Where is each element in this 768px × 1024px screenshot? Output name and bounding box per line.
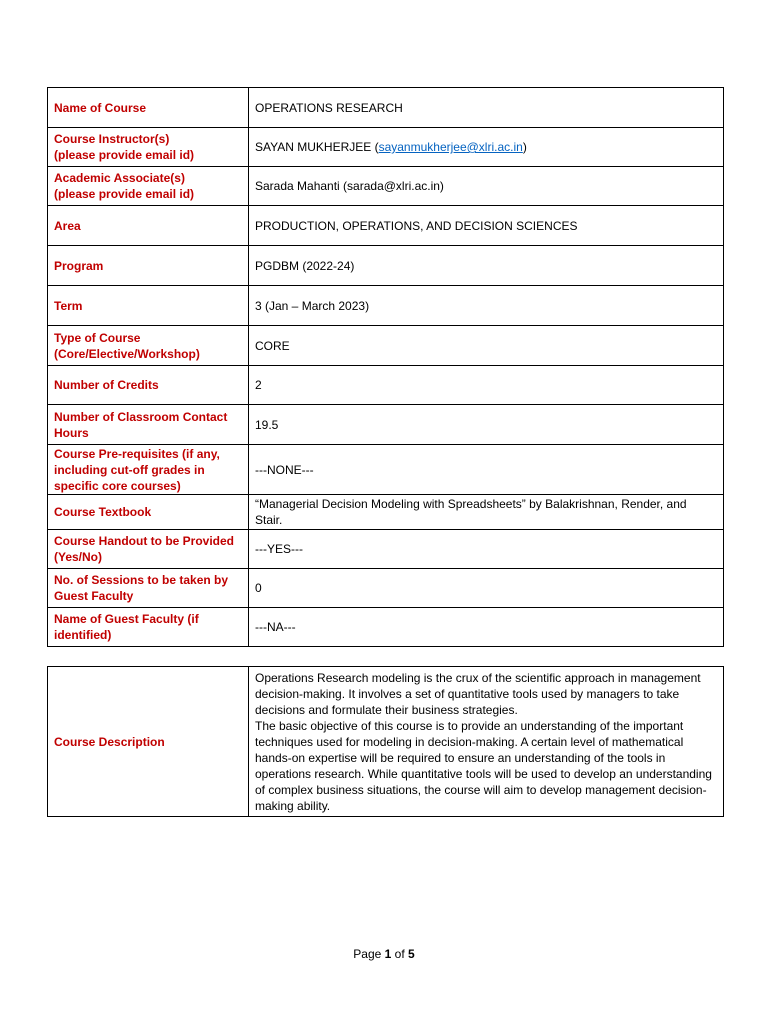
table-row [48,167,724,206]
instructor-email-link[interactable]: sayanmukherjee@xlri.ac.in [378,140,523,154]
row-value: ---YES--- [249,530,724,569]
row-label: Course Pre-requisites (if any, including cut-off grades in specific core courses) [48,445,249,495]
table-row [48,608,724,647]
row-label: Name of Course [48,88,249,128]
course-description-table [47,666,724,817]
type-label-line1: Type of Course [54,330,141,345]
course-info-table [47,87,724,647]
description-label: Course Description [48,667,249,817]
page-word: Page [353,947,382,961]
table-row [48,128,724,167]
description-paragraph-1: Operations Research modeling is the crux of the scientific approach in management decision-making. It involves a set of quantitative tools used by managers to take decisions and formulate their business strategies. [255,670,701,717]
row-value: PGDBM (2022-24) [249,246,724,286]
instructor-label-line1: Course Instructor(s) [54,132,170,146]
description-paragraph-2: The basic objective of this course is to provide an understanding of the important techniques used for modeling in decision-making. A certain level of mathematical hands-on expertise will be required to ensure an understanding of the tools in operations research. While quantitative tools will be used to develop an understanding of complex business situations, the course will aim to develop management decision-making ability. [255,718,712,813]
row-value: ---NONE--- [249,445,724,495]
row-label [48,128,249,167]
aa-label-line2: (please provide email id) [54,187,195,201]
table-row [48,366,724,405]
table-row [48,667,724,817]
row-value: CORE [249,326,724,366]
row-label: Course Handout to be Provided (Yes/No) [48,530,249,569]
row-label: Number of Classroom Contact Hours [48,405,249,445]
page-current: 1 [384,947,392,961]
table-row [48,246,724,286]
page-total: 5 [408,947,415,961]
row-value: 2 [249,366,724,405]
instructor-suffix: ) [522,140,527,154]
table-row [48,569,724,608]
table-row [48,405,724,445]
row-label: Term [48,286,249,326]
row-label: Number of Credits [48,366,249,405]
row-label: Program [48,246,249,286]
instructor-name: SAYAN MUKHERJEE ( [255,140,379,154]
row-label [48,326,249,366]
row-label: No. of Sessions to be taken by Guest Faculty [48,569,249,608]
row-label: Area [48,206,249,246]
row-label: Course Textbook [48,495,249,530]
row-value: Sarada Mahanti (sarada@xlri.ac.in) [249,167,724,206]
table-row [48,88,724,128]
table-row [48,206,724,246]
type-label-line2: (Core/Elective/Workshop) [54,346,200,361]
table-row [48,530,724,569]
table-row [48,445,724,495]
row-label [48,167,249,206]
row-value: PRODUCTION, OPERATIONS, AND DECISION SCIENCES [249,206,724,246]
description-value [249,667,724,817]
row-value: 19.5 [249,405,724,445]
of-word: of [394,947,405,961]
table-row [48,495,724,530]
row-value: OPERATIONS RESEARCH [249,88,724,128]
page-footer [0,947,768,961]
row-label: Name of Guest Faculty (if identified) [48,608,249,647]
row-value [249,128,724,167]
row-value: 0 [249,569,724,608]
row-value: ---NA--- [249,608,724,647]
table-row [48,286,724,326]
table-row [48,326,724,366]
row-value: “Managerial Decision Modeling with Spreadsheets” by Balakrishnan, Render, and Stair. [249,495,724,530]
aa-label-line1: Academic Associate(s) [54,171,185,185]
row-value: 3 (Jan – March 2023) [249,286,724,326]
instructor-label-line2: (please provide email id) [54,148,195,162]
